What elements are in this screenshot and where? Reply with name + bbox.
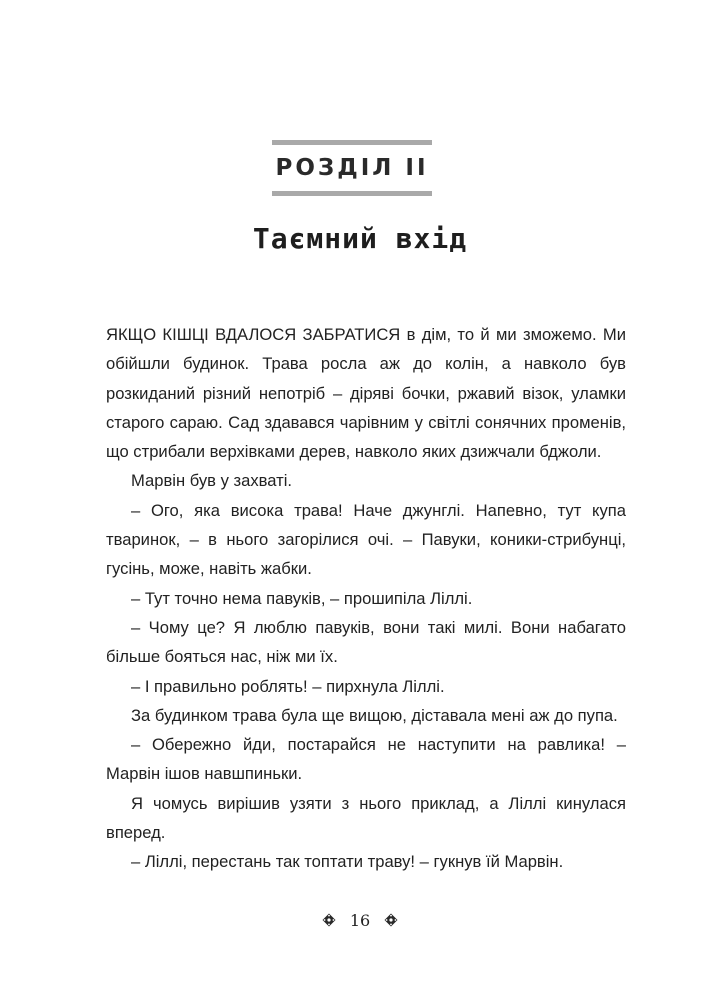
paragraph-1: ЯКЩО КІШЦІ ВДАЛОСЯ ЗАБРАТИСЯ в дім, то й ми зможемо. Ми обійшли будинок. Трава росла аж до колін, а навколо був розкиданий різний непотріб – діряві бочки, ржавий візок, уламки старого сараю. Сад здавався чарівним у світлі сонячних променів, що стрибали верхівками дерев, навколо яких дзижчали бджоли. <box>106 325 626 462</box>
paragraph-6: – І правильно роблять! – пирхнула Ліллі. <box>131 676 445 696</box>
body-text <box>106 320 626 877</box>
chapter-rule-bottom <box>272 191 432 196</box>
diamond-flourish-icon <box>384 913 398 927</box>
diamond-flourish-icon <box>322 913 336 927</box>
paragraph-5: – Чому це? Я люблю павуків, вони такі милі. Вони набагато більше бояться нас, ніж ми їх. <box>106 617 626 667</box>
paragraph-8: – Обережно йди, постарайся не наступити на равлика! – Марвін ішов навшпиньки. <box>106 735 626 784</box>
chapter-heading <box>272 140 432 196</box>
paragraph-4: – Тут точно нема павуків, – прошипіла Ліллі. <box>131 588 473 608</box>
paragraph-7: За будинком трава була ще вищою, діставала мені аж до пупа. <box>131 705 618 725</box>
paragraph-10: – Ліллі, перестань так топтати траву! – гукнув їй Марвін. <box>131 852 564 872</box>
paragraph-9: Я чомусь вирішив узяти з нього приклад, а Ліллі кинулася вперед. <box>106 793 626 843</box>
chapter-label: РОЗДІЛ ІІ <box>275 155 429 181</box>
chapter-title: Таємний вхід <box>252 222 468 255</box>
page-footer <box>0 905 720 935</box>
page-number: 16 <box>349 910 371 930</box>
paragraph-2: Марвін був у захваті. <box>131 471 293 491</box>
paragraph-3: – Ого, яка висока трава! Наче джунглі. Напевно, тут купа тваринок, – в нього загорілися очі. – Павуки, коники-стрибунці, гусінь, може, навіть жабки. <box>106 500 626 579</box>
